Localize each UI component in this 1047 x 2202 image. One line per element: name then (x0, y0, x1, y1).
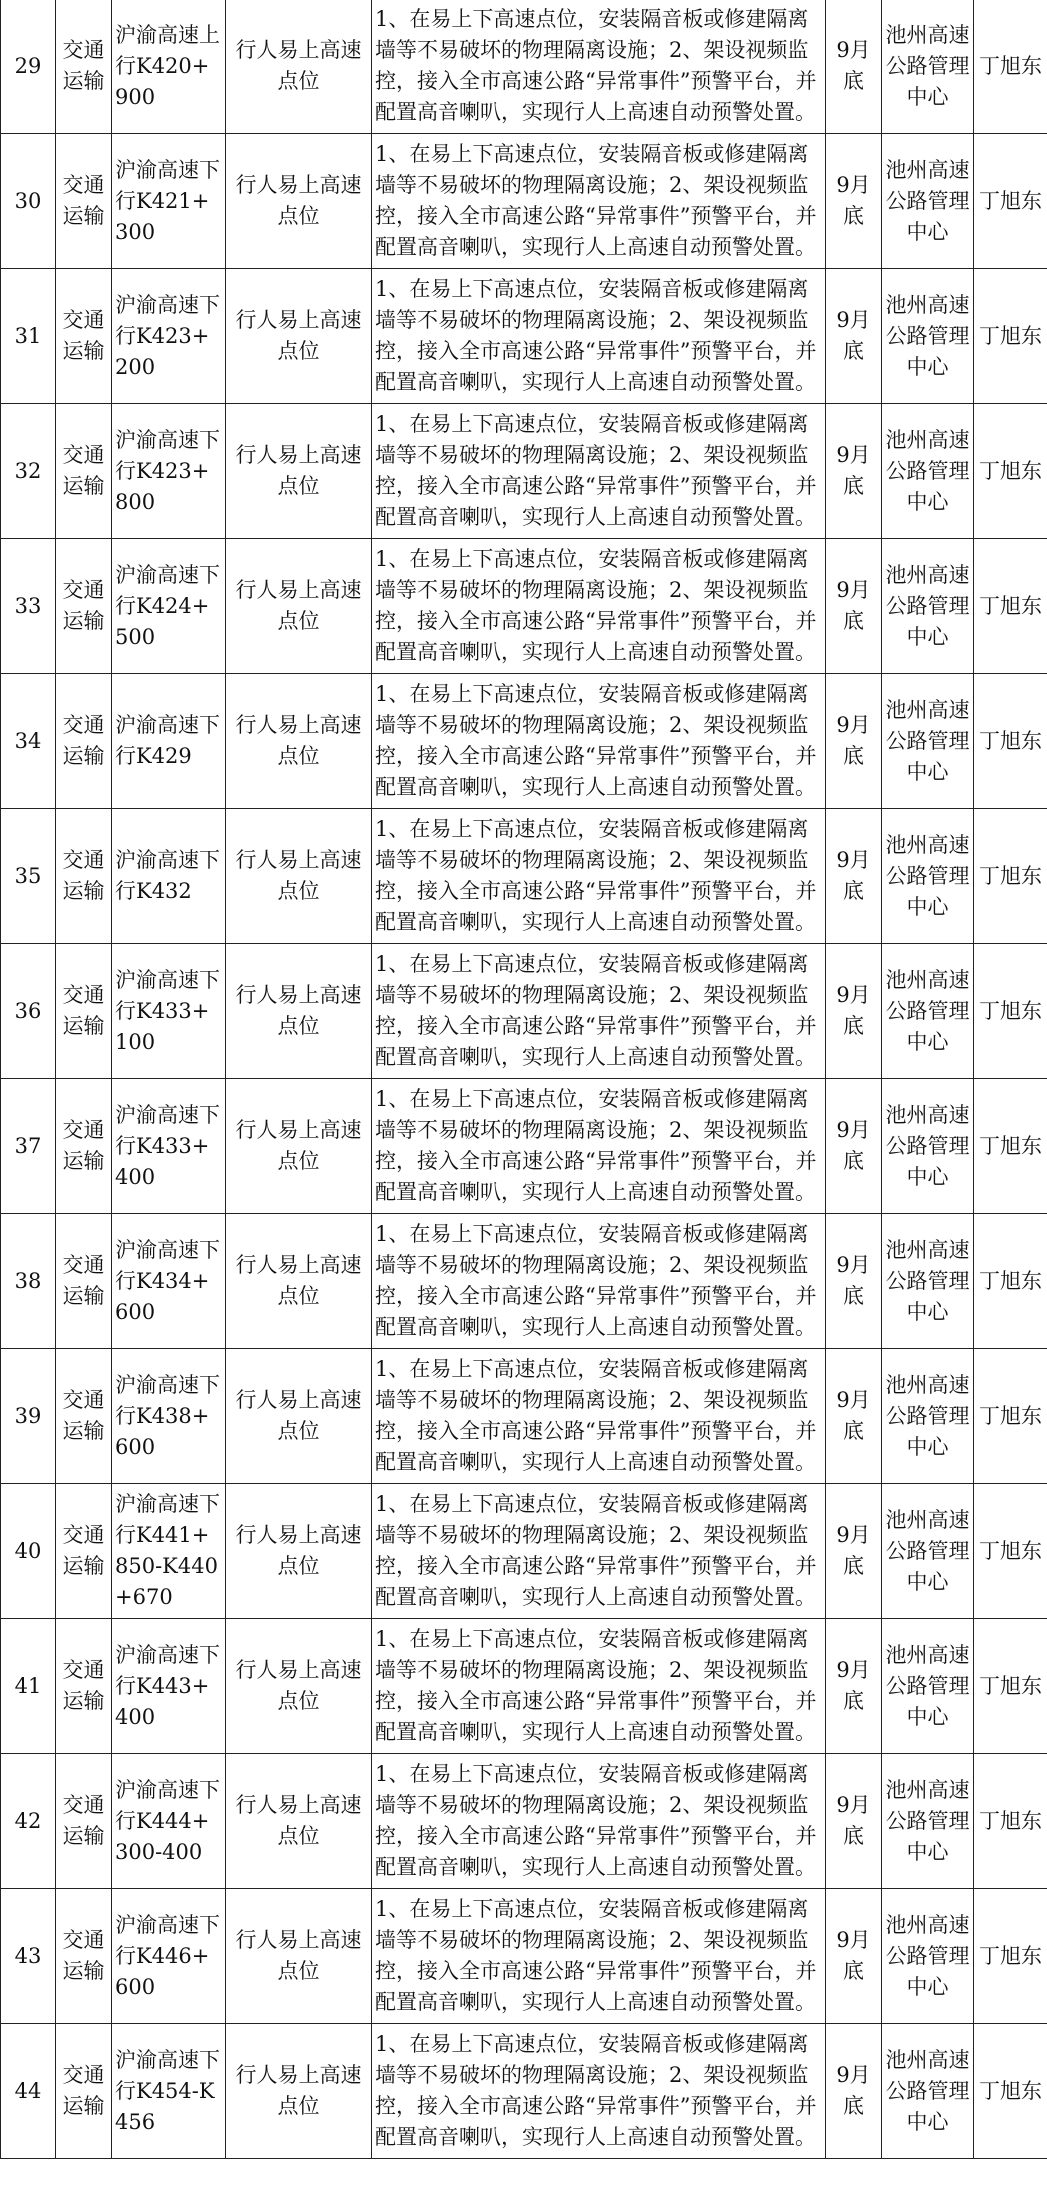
category-cell: 交通运输 (56, 1619, 112, 1754)
category-cell: 交通运输 (56, 1754, 112, 1889)
table-row (1, 1079, 1047, 1214)
problem-cell: 行人易上高速点位 (226, 1889, 372, 2024)
measures-cell: 1、在易上下高速点位，安装隔音板或修建隔离墙等不易破坏的物理隔离设施；2、架设视频监控，接入全市高速公路“异常事件”预警平台，并配置高音喇叭，实现行人上高速自动预警处置。 (372, 944, 826, 1079)
category-cell: 交通运输 (56, 0, 112, 134)
row-number: 35 (1, 809, 56, 944)
responsible-person-cell: 丁旭东 (974, 0, 1047, 134)
table-row (1, 944, 1047, 1079)
measures-cell: 1、在易上下高速点位，安装隔音板或修建隔离墙等不易破坏的物理隔离设施；2、架设视频监控，接入全市高速公路“异常事件”预警平台，并配置高音喇叭，实现行人上高速自动预警处置。 (372, 2024, 826, 2159)
row-number: 44 (1, 2024, 56, 2159)
category-cell: 交通运输 (56, 2024, 112, 2159)
measures-cell: 1、在易上下高速点位，安装隔音板或修建隔离墙等不易破坏的物理隔离设施；2、架设视频监控，接入全市高速公路“异常事件”预警平台，并配置高音喇叭，实现行人上高速自动预警处置。 (372, 809, 826, 944)
table-row (1, 539, 1047, 674)
responsible-person-cell: 丁旭东 (974, 674, 1047, 809)
deadline-cell: 9月底 (826, 404, 882, 539)
measures-cell: 1、在易上下高速点位，安装隔音板或修建隔离墙等不易破坏的物理隔离设施；2、架设视频监控，接入全市高速公路“异常事件”预警平台，并配置高音喇叭，实现行人上高速自动预警处置。 (372, 1754, 826, 1889)
deadline-cell: 9月底 (826, 809, 882, 944)
responsible-unit-cell: 池州高速公路管理中心 (882, 134, 974, 269)
table-row (1, 1484, 1047, 1619)
deadline-cell: 9月底 (826, 539, 882, 674)
responsible-unit-cell: 池州高速公路管理中心 (882, 1754, 974, 1889)
table-body (1, 0, 1047, 2159)
responsible-unit-cell: 池州高速公路管理中心 (882, 404, 974, 539)
problem-cell: 行人易上高速点位 (226, 809, 372, 944)
problem-cell: 行人易上高速点位 (226, 539, 372, 674)
measures-cell: 1、在易上下高速点位，安装隔音板或修建隔离墙等不易破坏的物理隔离设施；2、架设视频监控，接入全市高速公路“异常事件”预警平台，并配置高音喇叭，实现行人上高速自动预警处置。 (372, 1214, 826, 1349)
responsible-unit-cell: 池州高速公路管理中心 (882, 674, 974, 809)
responsible-unit-cell: 池州高速公路管理中心 (882, 1079, 974, 1214)
deadline-cell: 9月底 (826, 1754, 882, 1889)
problem-cell: 行人易上高速点位 (226, 0, 372, 134)
table-row (1, 809, 1047, 944)
row-number: 33 (1, 539, 56, 674)
category-cell: 交通运输 (56, 1349, 112, 1484)
table-row (1, 134, 1047, 269)
measures-cell: 1、在易上下高速点位，安装隔音板或修建隔离墙等不易破坏的物理隔离设施；2、架设视频监控，接入全市高速公路“异常事件”预警平台，并配置高音喇叭，实现行人上高速自动预警处置。 (372, 1079, 826, 1214)
table-row (1, 1619, 1047, 1754)
deadline-cell: 9月底 (826, 1889, 882, 2024)
location-cell: 沪渝高速下行K434+600 (112, 1214, 226, 1349)
row-number: 37 (1, 1079, 56, 1214)
measures-cell: 1、在易上下高速点位，安装隔音板或修建隔离墙等不易破坏的物理隔离设施；2、架设视频监控，接入全市高速公路“异常事件”预警平台，并配置高音喇叭，实现行人上高速自动预警处置。 (372, 404, 826, 539)
category-cell: 交通运输 (56, 1484, 112, 1619)
row-number: 41 (1, 1619, 56, 1754)
table-row (1, 2024, 1047, 2159)
location-cell: 沪渝高速下行K424+500 (112, 539, 226, 674)
problem-cell: 行人易上高速点位 (226, 1214, 372, 1349)
responsible-person-cell: 丁旭东 (974, 539, 1047, 674)
deadline-cell: 9月底 (826, 1214, 882, 1349)
category-cell: 交通运输 (56, 674, 112, 809)
responsible-person-cell: 丁旭东 (974, 1619, 1047, 1754)
measures-cell: 1、在易上下高速点位，安装隔音板或修建隔离墙等不易破坏的物理隔离设施；2、架设视频监控，接入全市高速公路“异常事件”预警平台，并配置高音喇叭，实现行人上高速自动预警处置。 (372, 1484, 826, 1619)
location-cell: 沪渝高速下行K429 (112, 674, 226, 809)
problem-cell: 行人易上高速点位 (226, 2024, 372, 2159)
row-number: 38 (1, 1214, 56, 1349)
location-cell: 沪渝高速下行K443+400 (112, 1619, 226, 1754)
location-cell: 沪渝高速上行K420+900 (112, 0, 226, 134)
problem-cell: 行人易上高速点位 (226, 134, 372, 269)
responsible-person-cell: 丁旭东 (974, 1349, 1047, 1484)
row-number: 29 (1, 0, 56, 134)
location-cell: 沪渝高速下行K454-K456 (112, 2024, 226, 2159)
deadline-cell: 9月底 (826, 2024, 882, 2159)
category-cell: 交通运输 (56, 1889, 112, 2024)
responsible-unit-cell: 池州高速公路管理中心 (882, 809, 974, 944)
deadline-cell: 9月底 (826, 944, 882, 1079)
row-number: 40 (1, 1484, 56, 1619)
location-cell: 沪渝高速下行K432 (112, 809, 226, 944)
problem-cell: 行人易上高速点位 (226, 269, 372, 404)
measures-cell: 1、在易上下高速点位，安装隔音板或修建隔离墙等不易破坏的物理隔离设施；2、架设视频监控，接入全市高速公路“异常事件”预警平台，并配置高音喇叭，实现行人上高速自动预警处置。 (372, 539, 826, 674)
responsible-person-cell: 丁旭东 (974, 1079, 1047, 1214)
responsible-unit-cell: 池州高速公路管理中心 (882, 944, 974, 1079)
responsible-person-cell: 丁旭东 (974, 1889, 1047, 2024)
row-number: 36 (1, 944, 56, 1079)
category-cell: 交通运输 (56, 539, 112, 674)
location-cell: 沪渝高速下行K423+200 (112, 269, 226, 404)
responsible-person-cell: 丁旭东 (974, 1214, 1047, 1349)
problem-cell: 行人易上高速点位 (226, 1079, 372, 1214)
location-cell: 沪渝高速下行K444+300-400 (112, 1754, 226, 1889)
responsible-person-cell: 丁旭东 (974, 809, 1047, 944)
measures-cell: 1、在易上下高速点位，安装隔音板或修建隔离墙等不易破坏的物理隔离设施；2、架设视频监控，接入全市高速公路“异常事件”预警平台，并配置高音喇叭，实现行人上高速自动预警处置。 (372, 134, 826, 269)
measures-cell: 1、在易上下高速点位，安装隔音板或修建隔离墙等不易破坏的物理隔离设施；2、架设视频监控，接入全市高速公路“异常事件”预警平台，并配置高音喇叭，实现行人上高速自动预警处置。 (372, 674, 826, 809)
row-number: 30 (1, 134, 56, 269)
measures-cell: 1、在易上下高速点位，安装隔音板或修建隔离墙等不易破坏的物理隔离设施；2、架设视频监控，接入全市高速公路“异常事件”预警平台，并配置高音喇叭，实现行人上高速自动预警处置。 (372, 1889, 826, 2024)
deadline-cell: 9月底 (826, 674, 882, 809)
row-number: 42 (1, 1754, 56, 1889)
deadline-cell: 9月底 (826, 1079, 882, 1214)
table-row (1, 674, 1047, 809)
deadline-cell: 9月底 (826, 269, 882, 404)
problem-cell: 行人易上高速点位 (226, 1619, 372, 1754)
table-row (1, 1889, 1047, 2024)
deadline-cell: 9月底 (826, 134, 882, 269)
category-cell: 交通运输 (56, 809, 112, 944)
measures-cell: 1、在易上下高速点位，安装隔音板或修建隔离墙等不易破坏的物理隔离设施；2、架设视频监控，接入全市高速公路“异常事件”预警平台，并配置高音喇叭，实现行人上高速自动预警处置。 (372, 1619, 826, 1754)
problem-cell: 行人易上高速点位 (226, 1349, 372, 1484)
category-cell: 交通运输 (56, 1214, 112, 1349)
measures-cell: 1、在易上下高速点位，安装隔音板或修建隔离墙等不易破坏的物理隔离设施；2、架设视频监控，接入全市高速公路“异常事件”预警平台，并配置高音喇叭，实现行人上高速自动预警处置。 (372, 0, 826, 134)
row-number: 32 (1, 404, 56, 539)
deadline-cell: 9月底 (826, 1619, 882, 1754)
responsible-unit-cell: 池州高速公路管理中心 (882, 2024, 974, 2159)
problem-cell: 行人易上高速点位 (226, 404, 372, 539)
responsible-unit-cell: 池州高速公路管理中心 (882, 1484, 974, 1619)
table-row (1, 1214, 1047, 1349)
responsible-unit-cell: 池州高速公路管理中心 (882, 0, 974, 134)
table-row (1, 1349, 1047, 1484)
responsible-unit-cell: 池州高速公路管理中心 (882, 269, 974, 404)
responsible-unit-cell: 池州高速公路管理中心 (882, 1889, 974, 2024)
deadline-cell: 9月底 (826, 1484, 882, 1619)
table-row (1, 269, 1047, 404)
row-number: 31 (1, 269, 56, 404)
category-cell: 交通运输 (56, 269, 112, 404)
row-number: 34 (1, 674, 56, 809)
responsible-unit-cell: 池州高速公路管理中心 (882, 1349, 974, 1484)
location-cell: 沪渝高速下行K433+400 (112, 1079, 226, 1214)
problem-cell: 行人易上高速点位 (226, 1754, 372, 1889)
responsible-person-cell: 丁旭东 (974, 2024, 1047, 2159)
problem-cell: 行人易上高速点位 (226, 1484, 372, 1619)
deadline-cell: 9月底 (826, 0, 882, 134)
responsible-unit-cell: 池州高速公路管理中心 (882, 1214, 974, 1349)
row-number: 43 (1, 1889, 56, 2024)
location-cell: 沪渝高速下行K433+100 (112, 944, 226, 1079)
responsible-person-cell: 丁旭东 (974, 269, 1047, 404)
table-row (1, 1754, 1047, 1889)
responsible-unit-cell: 池州高速公路管理中心 (882, 539, 974, 674)
responsible-person-cell: 丁旭东 (974, 1484, 1047, 1619)
responsible-person-cell: 丁旭东 (974, 404, 1047, 539)
deadline-cell: 9月底 (826, 1349, 882, 1484)
measures-cell: 1、在易上下高速点位，安装隔音板或修建隔离墙等不易破坏的物理隔离设施；2、架设视频监控，接入全市高速公路“异常事件”预警平台，并配置高音喇叭，实现行人上高速自动预警处置。 (372, 1349, 826, 1484)
responsible-person-cell: 丁旭东 (974, 134, 1047, 269)
responsible-unit-cell: 池州高速公路管理中心 (882, 1619, 974, 1754)
table-row (1, 404, 1047, 539)
responsible-person-cell: 丁旭东 (974, 944, 1047, 1079)
measures-cell: 1、在易上下高速点位，安装隔音板或修建隔离墙等不易破坏的物理隔离设施；2、架设视频监控，接入全市高速公路“异常事件”预警平台，并配置高音喇叭，实现行人上高速自动预警处置。 (372, 269, 826, 404)
row-number: 39 (1, 1349, 56, 1484)
location-cell: 沪渝高速下行K438+600 (112, 1349, 226, 1484)
problem-cell: 行人易上高速点位 (226, 674, 372, 809)
category-cell: 交通运输 (56, 404, 112, 539)
location-cell: 沪渝高速下行K421+300 (112, 134, 226, 269)
category-cell: 交通运输 (56, 1079, 112, 1214)
table-row (1, 0, 1047, 134)
location-cell: 沪渝高速下行K423+800 (112, 404, 226, 539)
location-cell: 沪渝高速下行K446+600 (112, 1889, 226, 2024)
responsible-person-cell: 丁旭东 (974, 1754, 1047, 1889)
category-cell: 交通运输 (56, 134, 112, 269)
category-cell: 交通运输 (56, 944, 112, 1079)
problem-cell: 行人易上高速点位 (226, 944, 372, 1079)
location-cell: 沪渝高速下行K441+850-K440+670 (112, 1484, 226, 1619)
